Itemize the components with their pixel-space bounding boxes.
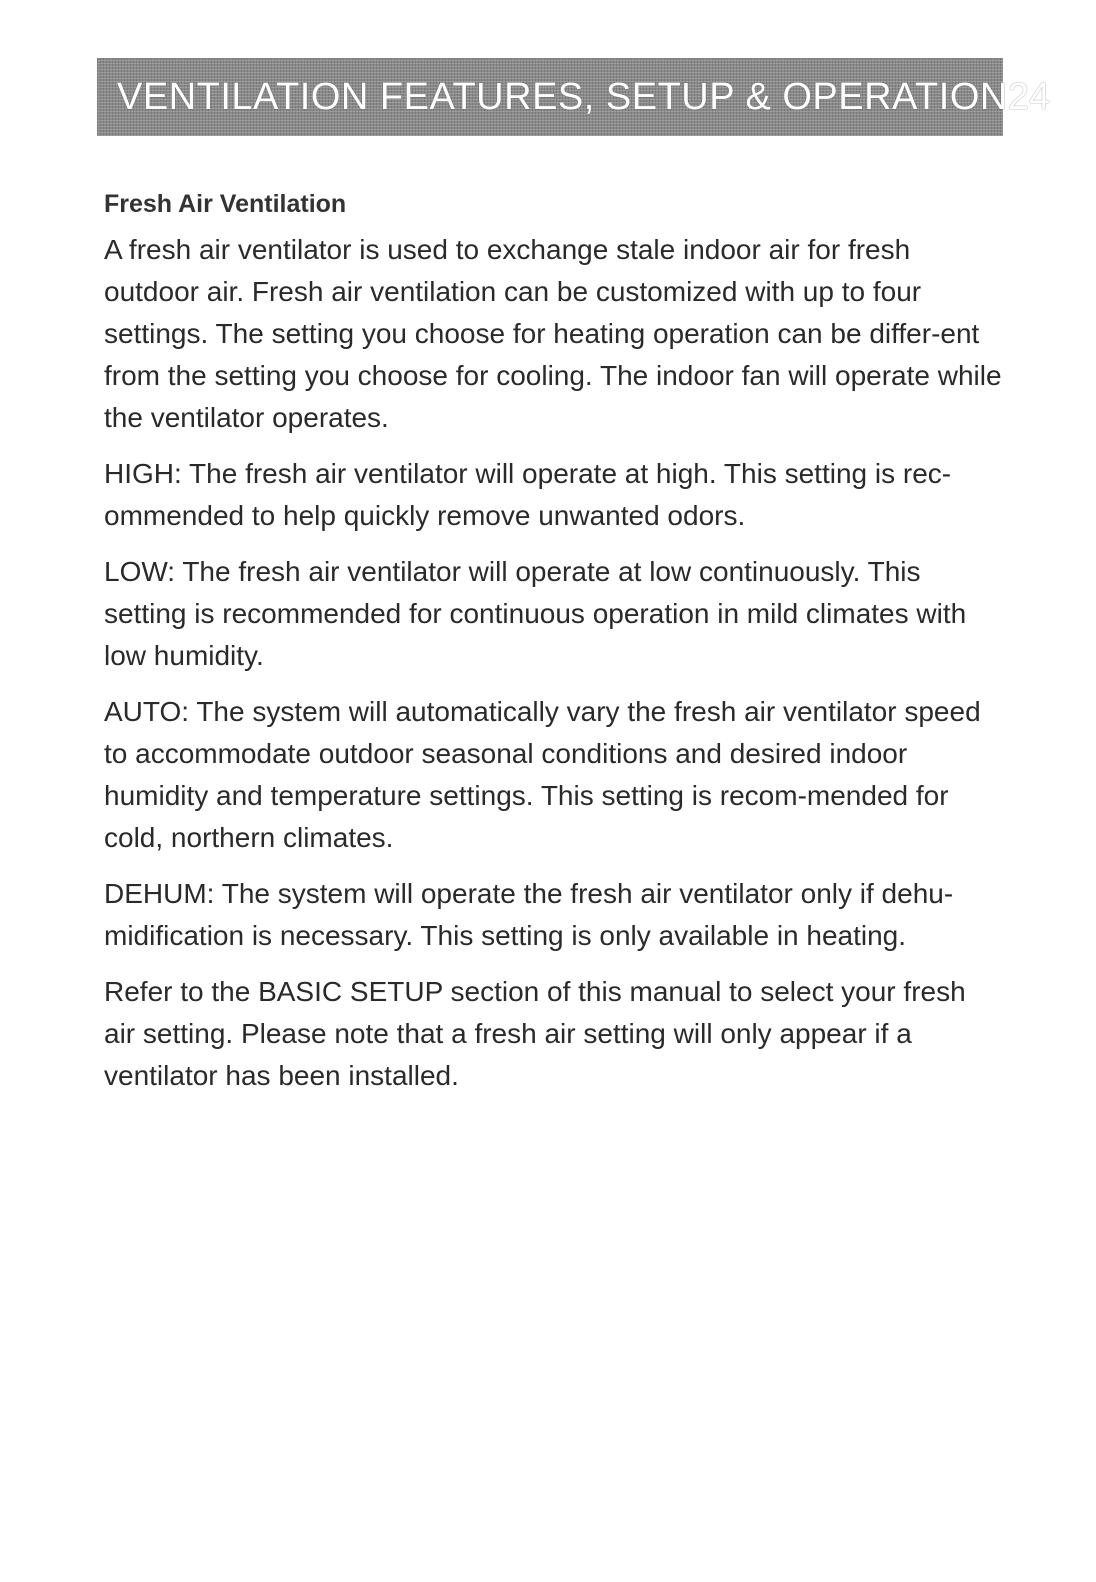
intro-paragraph: A fresh air ventilator is used to exchange stale indoor air for fresh outdoor air. Fresh air ventilation can be customized with up to four settings. The setting you choose for heating operation can be differ-ent from the setting you choose for cooling. The indoor fan will operate while the ventilator operates. — [104, 234, 1002, 433]
dehum-setting-paragraph: DEHUM: The system will operate the fresh air ventilator only if dehu-midification is necessary. This setting is only available in heating. — [104, 878, 954, 951]
main-content — [104, 190, 1004, 1111]
low-setting-paragraph: LOW: The fresh air ventilator will operate at low continuously. This setting is recommended for continuous operation in mild climates with low humidity. — [104, 556, 967, 671]
header-banner — [97, 58, 1051, 136]
auto-setting-paragraph: AUTO: The system will automatically vary the fresh air ventilator speed to accommodate outdoor seasonal conditions and desired indoor humidity and temperature settings. This setting is recom-mended for cold, northern climates. — [104, 696, 981, 853]
section-heading: Fresh Air Ventilation — [104, 190, 347, 218]
high-setting-paragraph: HIGH: The fresh air ventilator will operate at high. This setting is rec-ommended to help quickly remove unwanted odors. — [104, 458, 952, 531]
page-title: VENTILATION FEATURES, SETUP & OPERATION — [117, 75, 1008, 118]
page-number: 24 — [1007, 75, 1051, 118]
refer-paragraph: Refer to the BASIC SETUP section of this manual to select your fresh air setting. Please note that a fresh air setting will only appear if a ventilator has been installed. — [104, 976, 966, 1091]
